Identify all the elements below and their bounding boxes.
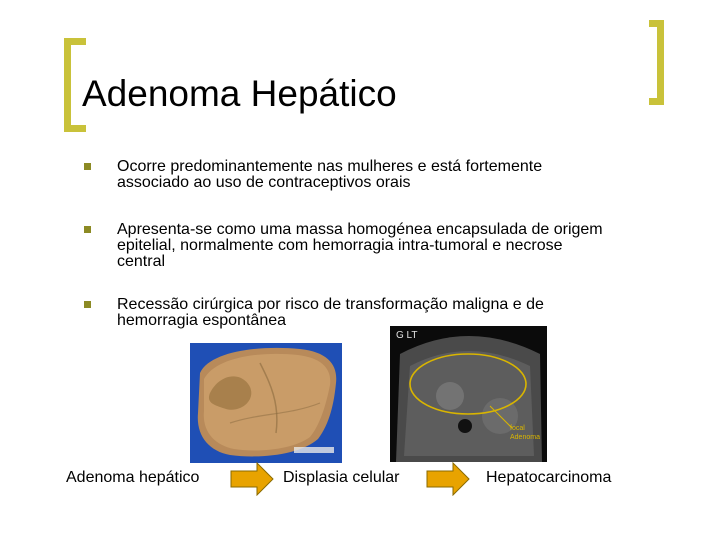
bullet-item-3 (117, 297, 687, 329)
bullet-item-3-line-2: hemorragia espontânea (117, 312, 287, 329)
square-bullet-icon (84, 226, 91, 233)
bullet-item-3-line-1: Recessão cirúrgica por risco de transformação maligna e de (117, 296, 544, 313)
right-arrow-icon (426, 462, 470, 496)
right-bracket-top (649, 20, 664, 27)
flow-step-3: Hepatocarcinoma (486, 469, 612, 486)
bullet-item-2-line-2: epitelial, normalmente com hemorragia intra-tumoral e necrose (117, 237, 563, 254)
square-bullet-icon (84, 163, 91, 170)
ultrasound-top-label: G LT (396, 330, 418, 341)
ultrasound-annotation-line-2: Adenoma (510, 434, 540, 441)
left-bracket-top (64, 38, 86, 45)
square-bullet-icon (84, 301, 91, 308)
liver-specimen-photo (190, 343, 342, 463)
bullet-item-2-line-3: central (117, 253, 166, 270)
bullet-item-2-line-1: Apresenta-se como uma massa homogénea encapsulada de origem (117, 221, 603, 238)
right-bracket-bottom (649, 98, 664, 105)
liver-specimen-illustration (190, 343, 342, 463)
right-arrow-icon (230, 462, 274, 496)
bullet-item-2 (117, 222, 687, 270)
left-bracket-bottom (64, 125, 86, 132)
flow-step-1: Adenoma hepático (66, 469, 200, 486)
ultrasound-illustration (390, 326, 547, 462)
flow-step-2: Displasia celular (283, 469, 400, 486)
right-bracket-vertical (657, 20, 664, 105)
slide-title: Adenoma Hepático (82, 73, 397, 114)
bullet-item-1 (117, 159, 687, 191)
ultrasound-image (390, 326, 547, 462)
bullet-item-1-line-2: associado ao uso de contraceptivos orais (117, 174, 411, 191)
left-bracket-vertical (64, 38, 71, 132)
bullet-item-1-line-1: Ocorre predominantemente nas mulheres e está fortemente (117, 158, 543, 175)
ultrasound-annotation-line-1: focal (510, 425, 525, 432)
